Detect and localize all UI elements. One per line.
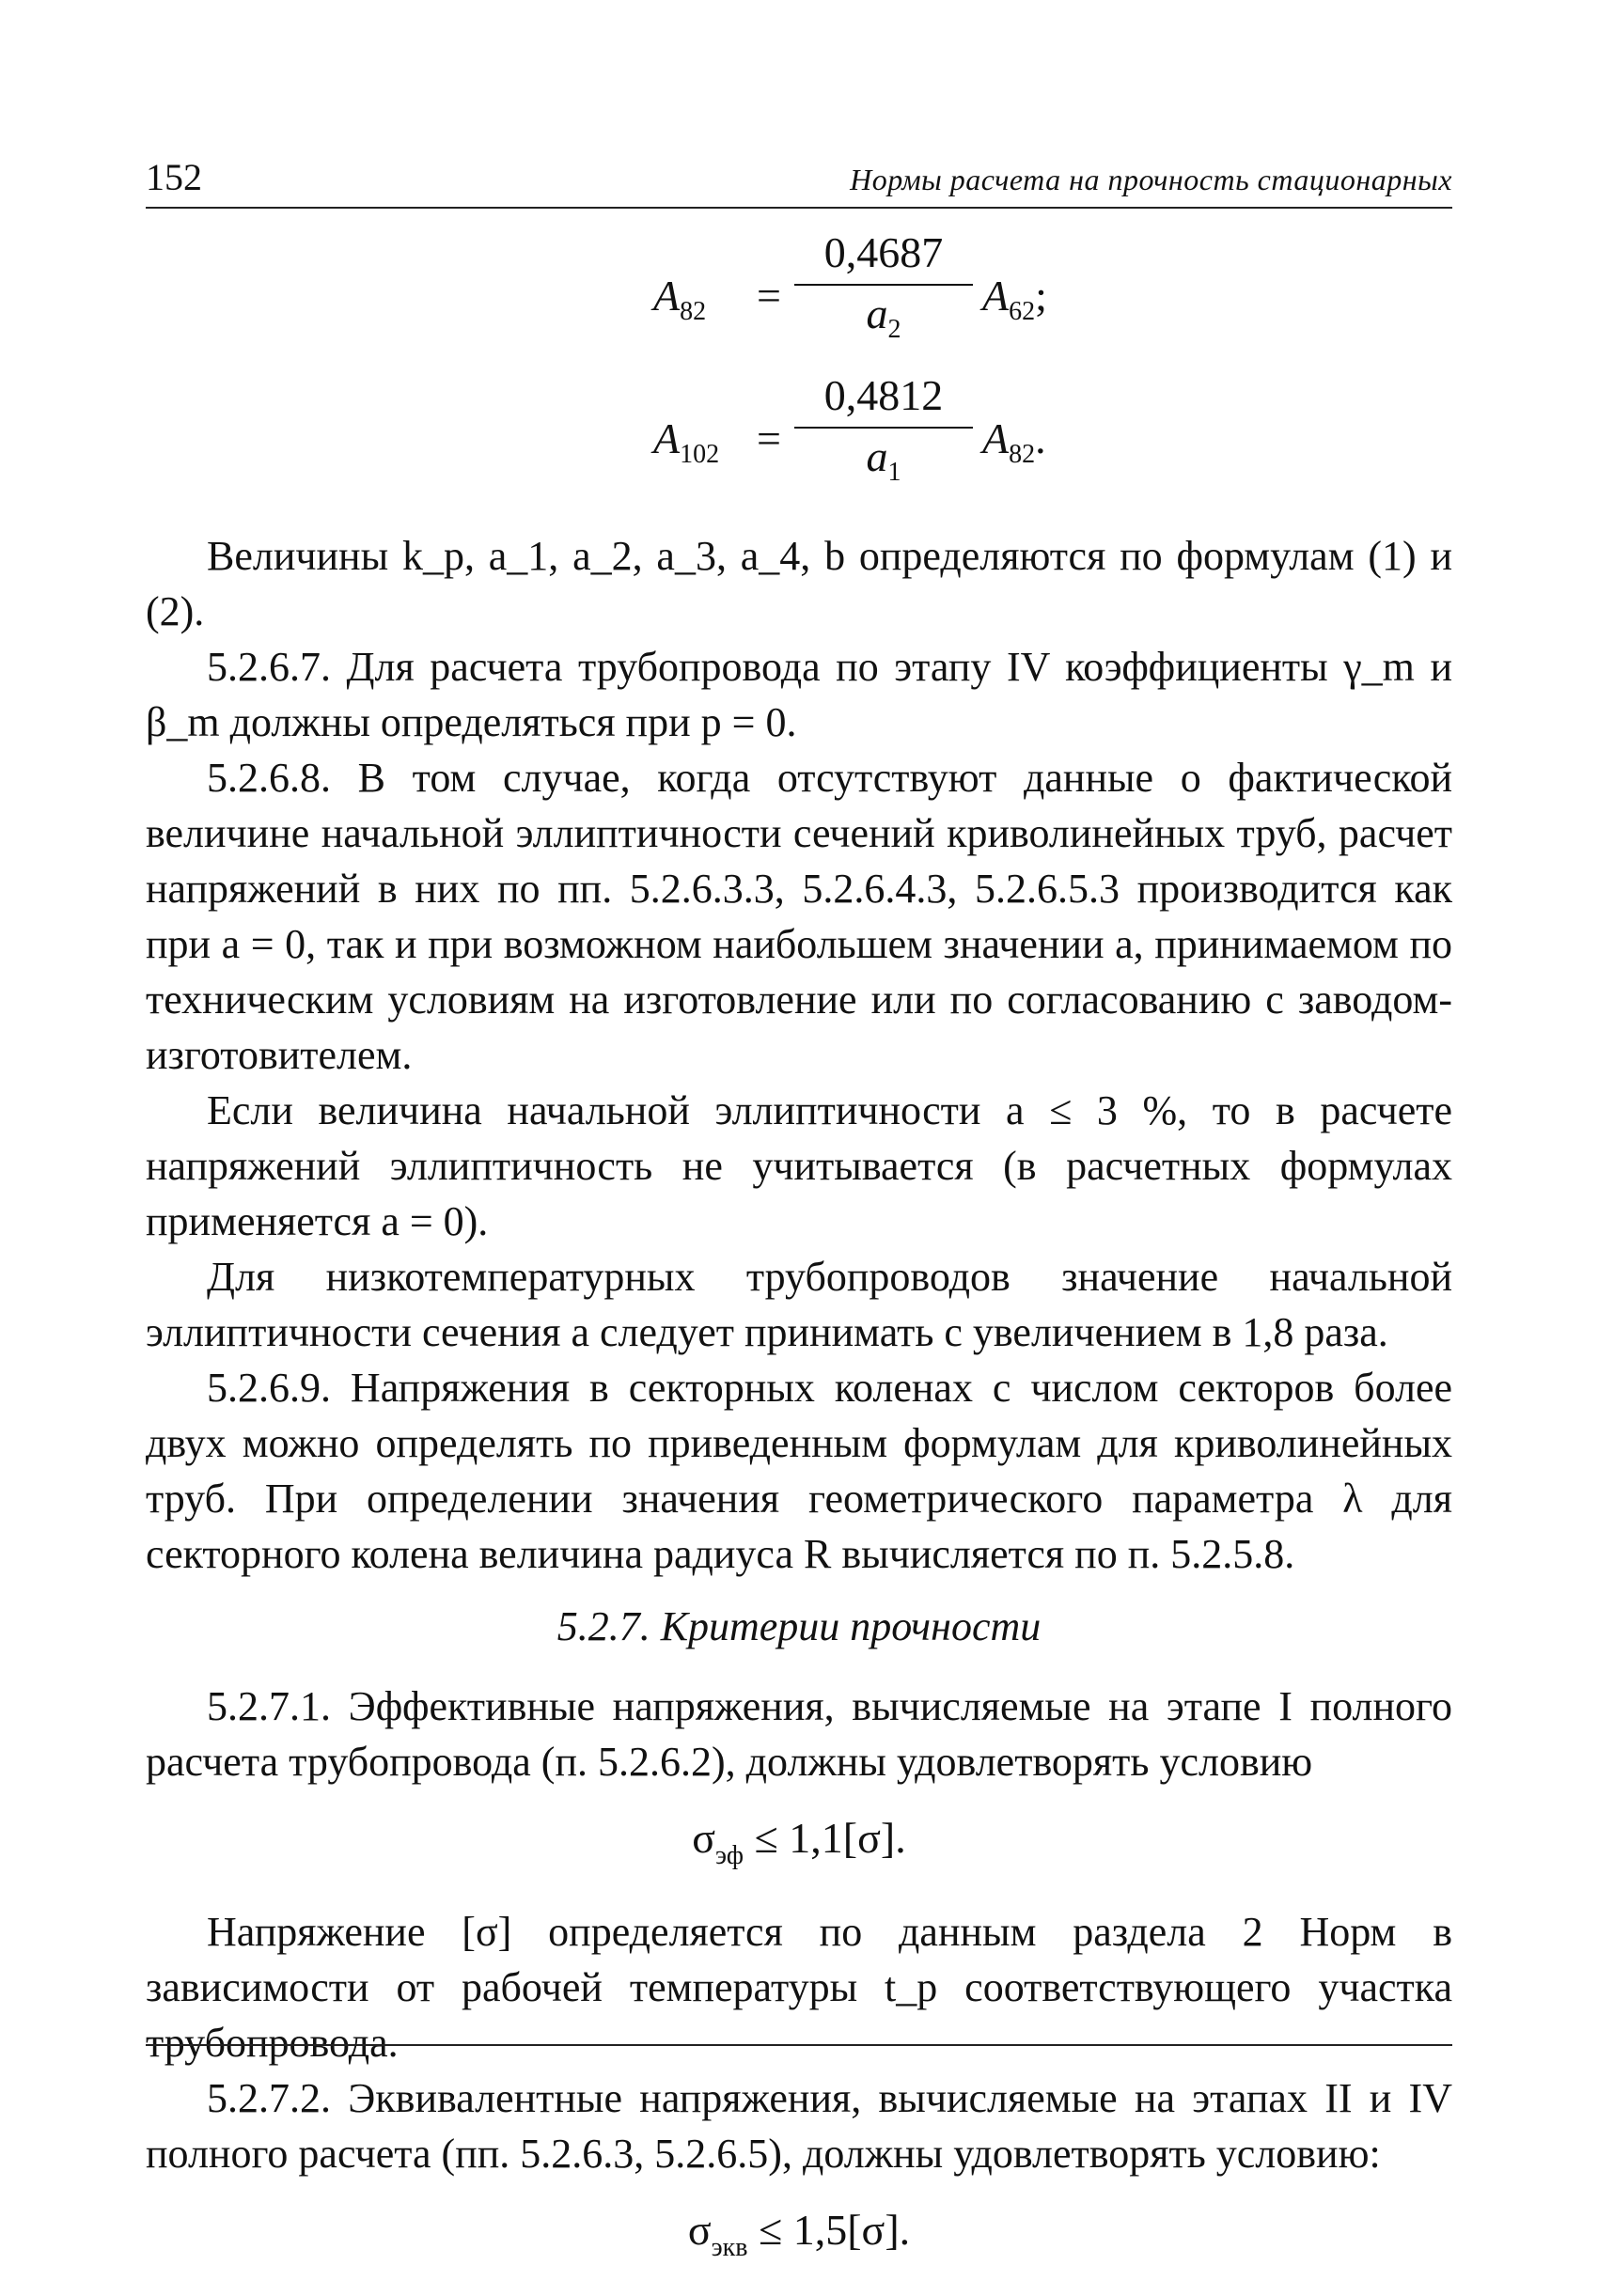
numerator: 0,4687 xyxy=(794,226,973,286)
section-title: 5.2.7. Критерии прочности xyxy=(556,1603,1042,1649)
body-text xyxy=(146,528,1452,2275)
page-number: 152 xyxy=(146,156,202,198)
paragraph-ellipticity: Если величина начальной эллиптичности a ≤ 3 %, то в расчете напряжений эллиптичность не учитывается (в расчетных формулах применяется a = 0). xyxy=(146,1087,1452,1244)
paragraph-quantities: Величины k_p, a_1, a_2, a_3, a_4, b определяются по формулам (1) и (2). xyxy=(146,533,1452,634)
formula-equivalent-stress: $\sigma_{экв} \le 1,5[\sigma]$. xyxy=(687,2206,911,2262)
formula-rhs: $A_{62}$; xyxy=(982,272,1047,326)
numerator: 0,4812 xyxy=(794,368,973,429)
denominator: $a_1$ xyxy=(866,432,901,487)
paragraph-allowable-stress: Напряжение [σ] определяется по данным раздела 2 Норм в зависимости от рабочей температуры t_р соответствующего участка трубопровода. xyxy=(146,1909,1452,2066)
formula-block xyxy=(146,209,1452,528)
page xyxy=(146,150,1452,2296)
formula-lhs: $A_{82}$ xyxy=(653,272,707,326)
paragraph-5-2-6-9: 5.2.6.9. Напряжения в секторных коленах с числом секторов более двух можно определять по приведенным формулам для криволинейных труб. При определении значения геометрического параметра λ для секторного колена величина радиуса R вычисляется по п. 5.2.5.8. xyxy=(146,1365,1452,1577)
formula-a102 xyxy=(653,368,1217,509)
denominator: $a_2$ xyxy=(866,289,901,344)
paragraph-low-temperature: Для низкотемпературных трубопроводов значение начальной эллиптичности сечения a следует принимать с увеличением в 1,8 раза. xyxy=(146,1254,1452,1355)
formula-a82 xyxy=(653,226,1217,367)
footer-rule xyxy=(146,2044,1452,2046)
fraction xyxy=(794,368,973,501)
paragraph-5-2-7-2: 5.2.7.2. Эквивалентные напряжения, вычисляемые на этапах II и IV полного расчета (пп. 5.2.6.3, 5.2.6.5), должны удовлетворять условию: xyxy=(146,2075,1452,2177)
paragraph-5-2-6-8: 5.2.6.8. В том случае, когда отсутствуют данные о фактической величине начальной эллиптичности сечений криволинейных труб, расчет напряжений в них по пп. 5.2.6.3.3, 5.2.6.4.3, 5.2.6.5.3 производится как при a = 0, так и при возможном наибольшем значении a, принимаемом по техническим условиям на изготовление или по согласованию с заводом-изготовителем. xyxy=(146,755,1452,1078)
running-title: Нормы расчета на прочность стационарных xyxy=(850,163,1452,196)
formula-rhs: $A_{82}$. xyxy=(982,414,1046,469)
equals-sign: = xyxy=(757,414,781,462)
paragraph-5-2-6-7: 5.2.6.7. Для расчета трубопровода по этапу IV коэффициенты γ_m и β_m должны определяться при p = 0. xyxy=(146,644,1452,745)
page-header xyxy=(146,150,1452,209)
paragraph-5-2-7-1: 5.2.7.1. Эффективные напряжения, вычисляемые на этапе I полного расчета трубопровода (п. 5.2.6.2), должны удовлетворять условию xyxy=(146,1683,1452,1785)
formula-effective-stress: $\sigma_{эф} \le 1,1[\sigma]$. xyxy=(692,1814,906,1870)
fraction xyxy=(794,226,973,358)
equals-sign: = xyxy=(757,272,781,320)
formula-lhs: $A_{102}$ xyxy=(653,414,720,469)
